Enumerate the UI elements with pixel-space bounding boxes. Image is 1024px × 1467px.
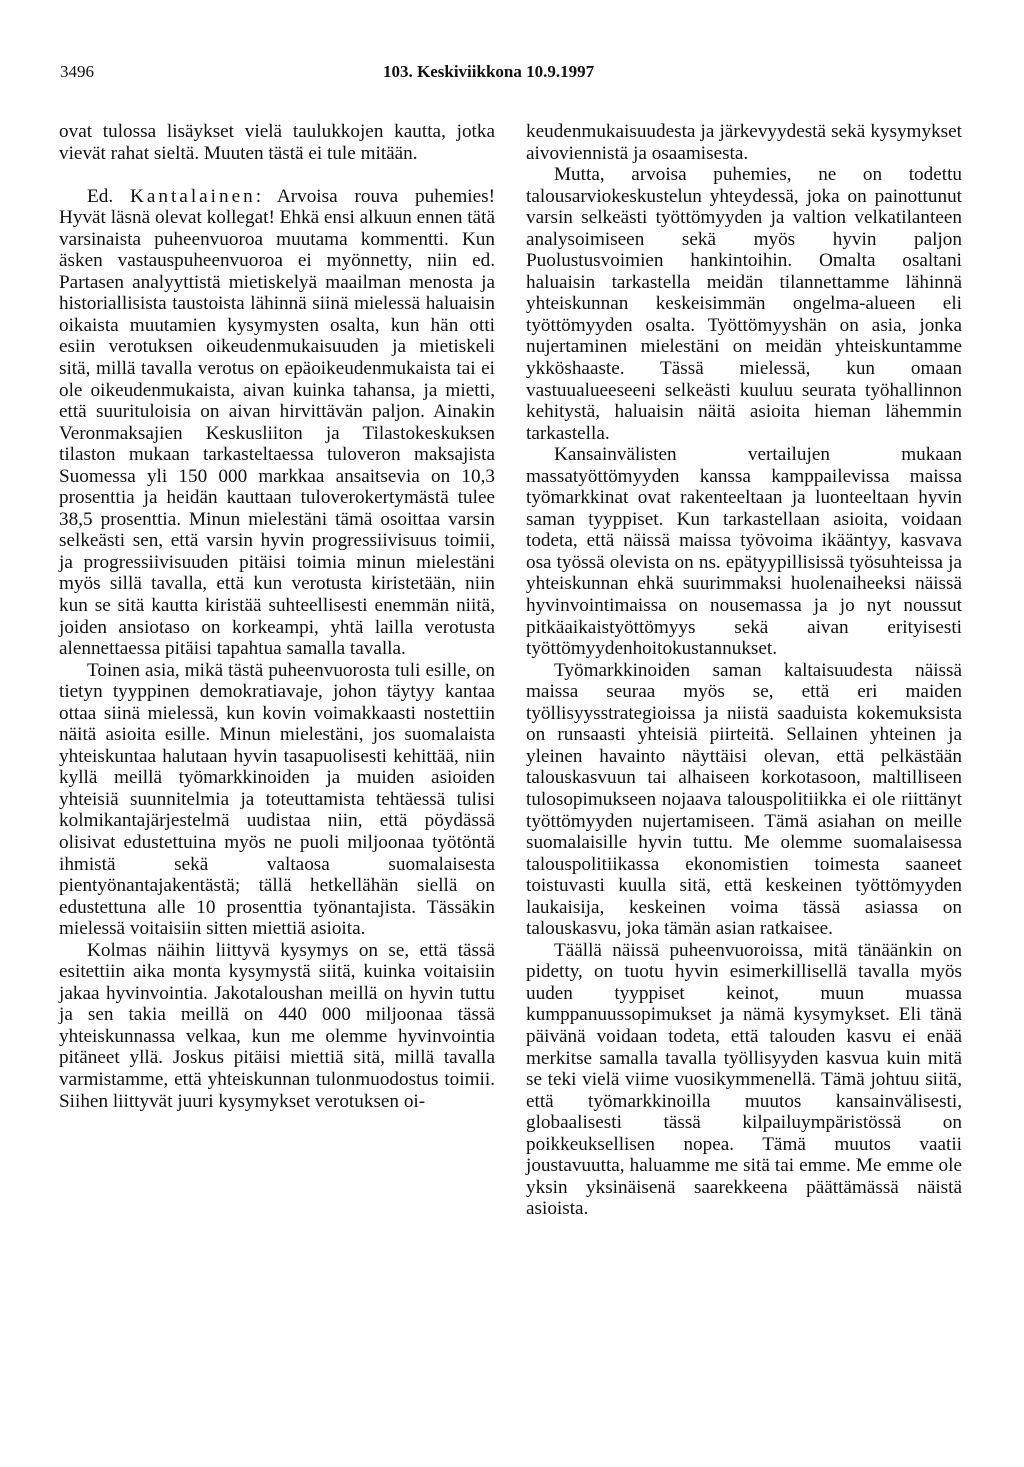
paragraph: keudenmukaisuudesta ja järkevyydestä sekä kysymykset aivoviennistä ja osaamisesta. xyxy=(526,121,962,164)
running-head: 103. Keskiviikkona 10.9.1997 xyxy=(383,62,595,81)
paragraph: Kansainvälisten vertailujen mukaan massatyöttömyyden kanssa kamppailevissa maissa työmarkkinat ovat rakenteeltaan ja luonteeltaan hyvin saman tyyppiset. Kun tarkastellaan asioita, voidaan todeta, että näissä maissa työvoima ikääntyy, kasvava osa työssä olevista on ns. epätyypillisissä työsuhteissa ja yhteiskunnan ehkä suurimmaksi huolenaiheeksi näissä hyvinvointimaissa on nousemassa ja jo nyt noussut pitkäaikaistyöttömyys sekä aivan erityisesti työttömyydenhoitokustannukset. xyxy=(526,444,962,660)
left-column xyxy=(59,121,495,1112)
speaker-name: Kantalainen xyxy=(130,185,256,207)
paragraph: ovat tulossa lisäykset vielä taulukkojen kautta, jotka vievät rahat sieltä. Muuten tästä ei tule mitään. xyxy=(59,121,495,164)
paragraph: Täällä näissä puheenvuoroissa, mitä tänäänkin on pidetty, on tuotu hyvin esimerkillisellä tavalla myös uuden tyyppiset keinot, muun muassa kumppanuussopimukset ja nämä kysymykset. Eli tänä päivänä voidaan todeta, että talouden kasvu ei enää merkitse samalla tavalla työllisyyden kasvua kuin mitä se teki vielä viime vuosikymmenellä. Tämä johtuu siitä, että työmarkkinoilla muutos kansainvälisesti, globaalisesti tässä kilpailuympäristössä on poikkeuksellisen nopea. Tämä muutos vaatii joustavuutta, haluamme me sitä tai emme. Me emme ole yksin yksinäisenä saarekkeena päättämässä näistä asioista. xyxy=(526,939,962,1220)
paragraph: Kolmas näihin liittyvä kysymys on se, että tässä esitettiin aika monta kysymystä siitä, kuinka voitaisiin jakaa hyvinvointia. Jakotaloushan meillä on hyvin tuttu ja sen takia meillä on 440 000 miljoonaa tässä yhteiskunnassa velkaa, kun me olemme hyvinvointia pitäneet yllä. Joskus pitäisi miettiä sitä, millä tavalla varmistamme, että yhteiskunnan tulonmuodostus toimii. Siihen liittyvät juuri kysymykset verotuksen oi- xyxy=(59,939,495,1112)
page-header xyxy=(60,62,960,84)
speaker-paragraph xyxy=(59,186,495,660)
paragraph: Mutta, arvoisa puhemies, ne on todettu talousarviokeskustelun yhteydessä, joka on painottunut varsin selkeästi työttömyyden ja valtion velkatilanteen analysoimiseen sekä myös hyvin paljon Puolustusvoimien hankintoihin. Omalta osaltani haluaisin tarkastella meidän tilannettamme lähinnä yhteiskunnan keskeisimmän ongelma-alueen eli työttömyyden osalta. Työttömyyshän on asia, jonka nujertaminen mielestäni on meidän yhteiskuntamme ykköshaaste. Tässä mielessä, kun omaan vastuualueeseeni selkeästi kuuluu seurata työhallinnon kehitystä, haluaisin näitä asioita hieman lähemmin tarkastella. xyxy=(526,164,962,444)
speech-text: : Arvoisa rouva puhemies! Hyvät läsnä olevat kollegat! Ehkä ensi alkuun ennen tätä varsinaista puheenvuoroa muutama kommentti. Kun äsken vastauspuheenvuoroa ei myönnetty, niin ed. Partasen analyyttistä mietiskelyä maailman menosta ja historiallisista taustoista lähinnä siinä mielessä haluaisin oikaista muutamien kysymysten osalta, kun hän otti esiin verotuksen oikeudenmukaisuuden ja mietiskeli sitä, millä tavalla verotus on epäoikeudenmukaista tai ei ole oikeudenmukaista, aivan kuinka tahansa, ja mietti, että suurituloisia on aivan hirvittävän paljon. Ainakin Veronmaksajien Keskusliiton ja Tilastokeskuksen tilaston mukaan tarkasteltaessa tuloveron maksajista Suomessa yli 150 000 markkaa ansaitsevia on 10,3 prosenttia ja heidän kauttaan tuloverokertymästä tulee 38,5 prosenttia. Minun mielestäni tämä osoittaa varsin selkeästi sen, että varsin hyvin progressiivisuus toimii, ja progressiivisuuden pitäisi toimia minun mielestäni myös sillä tavalla, että kun verotusta kiristetään, niin kun se sitä kautta kiristää suhteellisesti enemmän niitä, joiden ansiotaso on korkeampi, yhtä lailla verotusta alennettaessa pitäisi tapahtua samalla tavalla. xyxy=(59,185,495,660)
right-column xyxy=(526,121,962,1220)
paragraph: Toinen asia, mikä tästä puheenvuorosta tuli esille, on tietyn tyyppinen demokratiavaje, johon täytyy kantaa ottaa siinä mielessä, kun kovin voimakkaasti nostettiin näitä asioita esille. Minun mielestäni, jos suomalaista yhteiskuntaa halutaan hyvin tasapuolisesti kehittää, niin kyllä meillä työmarkkinoiden ja muiden asioiden yhteisiä suunnitelmia ja toteuttamista tehtäessä tulisi kolmikantajärjestelmä uudistaa niin, että pöydässä olisivat edustettuina myös ne puoli miljoonaa työtöntä ihmistä sekä valtaosa suomalaisesta pientyönantajakentästä; tällä hetkellähän siellä on edustettuna alle 10 prosenttia työnantajista. Tässäkin mielessä voitaisiin sitten miettiä asioita. xyxy=(59,659,495,940)
speaker-prefix: Ed. xyxy=(87,185,130,207)
paragraph: Työmarkkinoiden saman kaltaisuudesta näissä maissa seuraa myös se, että eri maiden työllisyysstrategioissa ja niistä saaduista kokemuksista on runsaasti yhteisiä piirteitä. Sellainen yhteinen ja yleinen havainto näyttäisi olevan, että pelkästään talouskasvuun tai alhaiseen korkotasoon, maltilliseen tulosopimukseen nojaava talouspolitiikka ei ole riittänyt työttömyyden nujertamiseen. Tämä asiahan on meille suomalaisille hyvin tuttu. Me olemme suomalaisessa talouspolitiikassa ekonomistien toimesta saaneet toistuvasti kuulla sitä, että keskeinen työttömyyden laukaisija, keskeinen voima tässä asiassa on talouskasvu, joka tämän asian ratkaisee. xyxy=(526,659,962,940)
page-number: 3496 xyxy=(60,62,94,81)
